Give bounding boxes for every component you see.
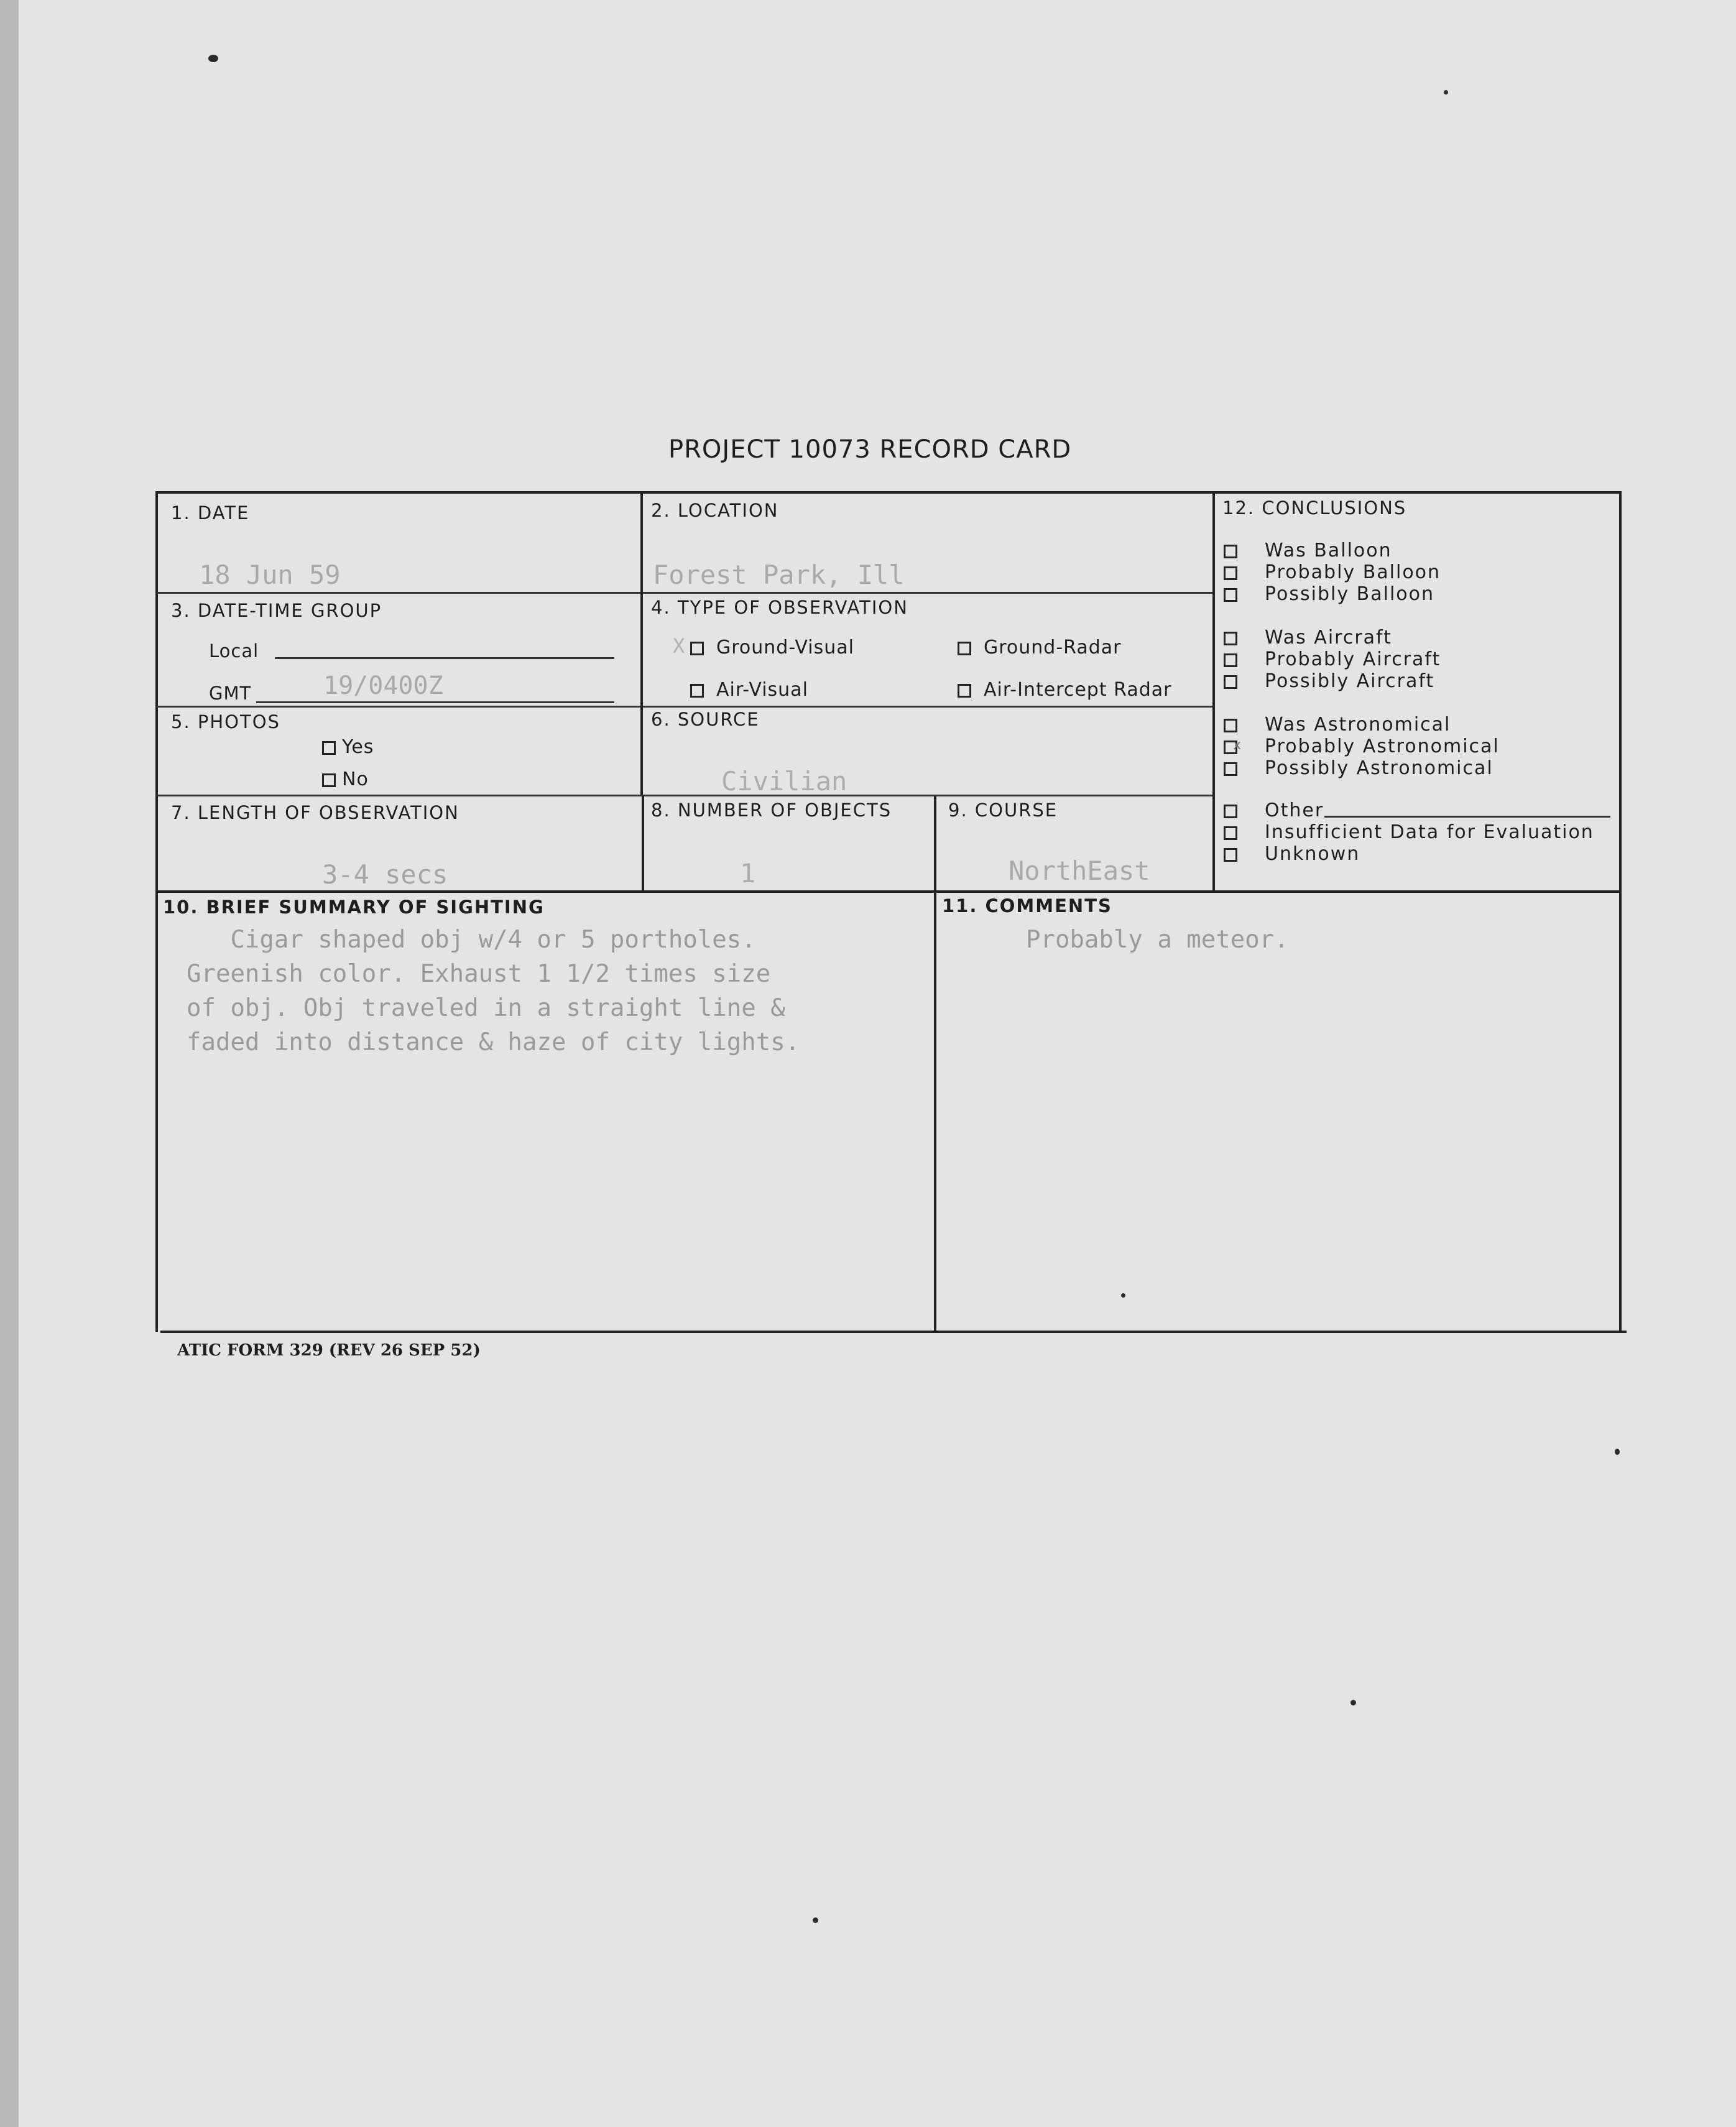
- conclusion-probably-astronomical: x Probably Astronomical: [1224, 736, 1500, 757]
- photos-label: 5. PHOTOS: [171, 711, 280, 732]
- rule-row3: [158, 795, 1215, 796]
- type-mark: X: [673, 634, 685, 658]
- summary-line: Greenish color. Exhaust 1 1/2 times size: [187, 960, 771, 988]
- location-value: Forest Park, Ill: [653, 560, 905, 590]
- checkbox-icon: [1224, 848, 1237, 862]
- rule-col4: [934, 796, 936, 1332]
- checkbox-icon: [690, 684, 704, 698]
- comments-label: 11. COMMENTS: [942, 895, 1112, 916]
- checkbox-icon: [1224, 653, 1237, 667]
- rule-row2: [157, 706, 1214, 708]
- number-value: 1: [740, 858, 756, 888]
- course-label: 9. COURSE: [948, 800, 1058, 821]
- checkbox-icon: [322, 741, 336, 755]
- location-label: 2. LOCATION: [651, 500, 779, 521]
- checkbox-icon: [1224, 588, 1237, 602]
- conclusion-was-balloon: Was Balloon: [1224, 540, 1392, 561]
- summary-line: of obj. Obj traveled in a straight line &: [187, 994, 785, 1022]
- checkbox-icon: [322, 773, 336, 787]
- summary-text: [187, 923, 800, 1059]
- ground-visual-option: Ground-Visual: [690, 637, 854, 658]
- form-number: ATIC FORM 329 (REV 26 SEP 52): [177, 1341, 481, 1360]
- checkbox-icon: [1224, 566, 1237, 580]
- gmt-field-line: [256, 701, 614, 703]
- conclusion-was-astronomical: Was Astronomical: [1224, 714, 1451, 736]
- other-field-line: [1324, 816, 1610, 818]
- source-value: Civilian: [721, 766, 847, 796]
- rule-row1: [157, 592, 1214, 594]
- checkbox-icon: [1224, 826, 1237, 840]
- rule-col2: [1212, 492, 1215, 890]
- checkbox-icon: [958, 684, 971, 698]
- type-label: 4. TYPE OF OBSERVATION: [651, 597, 908, 618]
- source-label: 6. SOURCE: [651, 709, 760, 730]
- local-field-line: [275, 657, 614, 659]
- checked-box-icon: x: [1224, 741, 1237, 754]
- date-label: 1. DATE: [171, 502, 250, 524]
- checkbox-icon: [690, 642, 704, 655]
- conclusion-unknown: Unknown: [1224, 843, 1360, 865]
- checkbox-icon: [1224, 632, 1237, 645]
- conclusion-possibly-balloon: Possibly Balloon: [1224, 583, 1434, 605]
- rule-row4: [158, 890, 1622, 893]
- conclusion-other: Other: [1224, 800, 1324, 821]
- gmt-value: 19/0400Z: [323, 671, 443, 700]
- air-visual-option: Air-Visual: [690, 679, 808, 701]
- card-border-left: [155, 491, 158, 1332]
- dtg-label: 3. DATE-TIME GROUP: [171, 600, 382, 621]
- gmt-label: GMT: [209, 683, 252, 704]
- rule-col1: [640, 492, 643, 795]
- rule-col3: [642, 796, 644, 890]
- conclusion-was-aircraft: Was Aircraft: [1224, 627, 1392, 648]
- checkbox-icon: [1224, 719, 1237, 732]
- checkbox-icon: [1224, 805, 1237, 818]
- form-title: PROJECT 10073 RECORD CARD: [668, 435, 1072, 464]
- card-border-bottom: [160, 1331, 1627, 1333]
- date-value: 18 Jun 59: [199, 560, 341, 590]
- course-value: NorthEast: [1009, 856, 1150, 886]
- conclusion-possibly-astronomical: Possibly Astronomical: [1224, 757, 1494, 779]
- photos-yes-option: Yes: [322, 736, 374, 758]
- comments-value: Probably a meteor.: [1026, 926, 1289, 954]
- checkbox-icon: [1224, 675, 1237, 689]
- summary-line: faded into distance & haze of city lights.: [187, 1028, 800, 1056]
- checkbox-icon: [1224, 762, 1237, 776]
- summary-label: 10. BRIEF SUMMARY OF SIGHTING: [163, 897, 545, 918]
- length-value: 3-4 secs: [322, 859, 448, 890]
- conclusion-possibly-aircraft: Possibly Aircraft: [1224, 670, 1434, 692]
- checkbox-icon: [958, 642, 971, 655]
- summary-line: Cigar shaped obj w/4 or 5 portholes.: [187, 926, 756, 954]
- length-label: 7. LENGTH OF OBSERVATION: [171, 802, 459, 823]
- photos-no-option: No: [322, 768, 369, 790]
- checkbox-icon: [1224, 545, 1237, 558]
- conclusion-insufficient-data: Insufficient Data for Evaluation: [1224, 821, 1594, 843]
- air-intercept-radar-option: Air-Intercept Radar: [958, 679, 1171, 701]
- number-label: 8. NUMBER OF OBJECTS: [651, 800, 892, 821]
- conclusion-probably-balloon: Probably Balloon: [1224, 561, 1441, 583]
- card-border-right: [1619, 491, 1622, 1333]
- ground-radar-option: Ground-Radar: [958, 637, 1122, 658]
- card-border-top: [155, 491, 1622, 494]
- conclusion-probably-aircraft: Probably Aircraft: [1224, 648, 1441, 670]
- local-label: Local: [209, 640, 259, 662]
- conclusions-label: 12. CONCLUSIONS: [1222, 497, 1407, 519]
